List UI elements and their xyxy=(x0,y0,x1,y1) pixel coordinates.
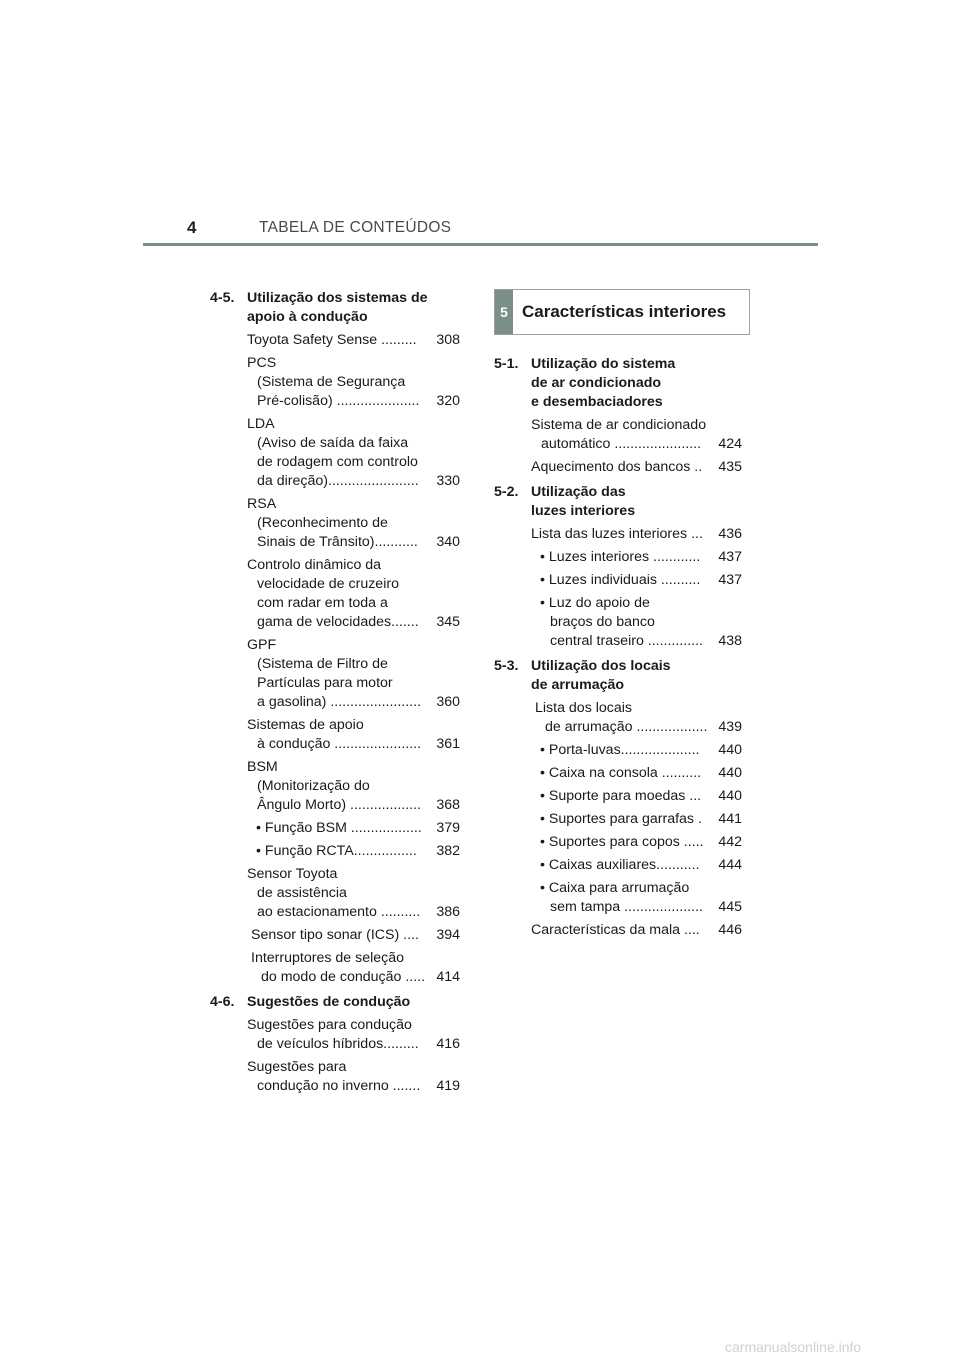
toc-entry-label: • Caixa na consola .......... xyxy=(540,765,702,781)
toc-entry[interactable] xyxy=(531,525,742,544)
watermark: carmanualsonline.info xyxy=(725,1339,862,1355)
toc-entry[interactable] xyxy=(247,636,460,712)
toc-entry[interactable] xyxy=(531,458,742,477)
toc-entry-label: Lista dos locais de arrumação .................. xyxy=(535,700,708,735)
toc-entry[interactable] xyxy=(256,819,460,838)
toc-entry-page: 435 xyxy=(718,459,742,475)
toc-entry-label: GPF (Sistema de Filtro de Partículas para motor a gasolina) ....................... xyxy=(247,637,422,710)
toc-entry-page: 360 xyxy=(436,694,460,710)
toc-entry[interactable] xyxy=(251,949,460,987)
section-heading xyxy=(210,289,460,327)
toc-entry-page: 445 xyxy=(718,899,742,915)
toc-entry-page: 440 xyxy=(718,788,742,804)
toc-entry-label: • Luzes interiores ............ xyxy=(540,549,701,565)
section-title: Utilização das luzes interiores xyxy=(531,484,636,519)
toc-entry[interactable] xyxy=(256,842,460,861)
toc-entry-label: Sistema de ar condicionado automático ...................... xyxy=(531,417,707,452)
toc-entry-label: Sistemas de apoio à condução ...................... xyxy=(247,717,422,752)
toc-left-column xyxy=(210,286,460,1096)
toc-entry[interactable] xyxy=(251,926,460,945)
toc-entry-label: • Luz do apoio de braços do banco central traseiro .............. xyxy=(540,595,703,649)
toc-entry[interactable] xyxy=(247,495,460,552)
section-number: 5-2. xyxy=(494,484,519,500)
toc-entry-label: • Caixa para arrumação sem tampa .................... xyxy=(540,880,703,915)
toc-entry[interactable] xyxy=(247,865,460,922)
toc-entry-page: 436 xyxy=(718,526,742,542)
toc-entry[interactable] xyxy=(540,833,742,852)
toc-entry[interactable] xyxy=(247,716,460,754)
toc-entry-page: 379 xyxy=(436,820,460,836)
toc-entry[interactable] xyxy=(540,571,742,590)
toc-entry-page: 437 xyxy=(718,549,742,565)
toc-entry-page: 386 xyxy=(436,904,460,920)
toc-entry-page: 424 xyxy=(718,436,742,452)
toc-entry-page: 340 xyxy=(436,534,460,550)
section-number: 5-1. xyxy=(494,356,519,372)
toc-entry-label: LDA (Aviso de saída da faixa de rodagem com controlo da direção)....................... xyxy=(247,416,419,489)
toc-entry-page: 308 xyxy=(436,332,460,348)
toc-entry-label: • Luzes individuais .......... xyxy=(540,572,701,588)
toc-entry[interactable] xyxy=(247,758,460,815)
toc-entry[interactable] xyxy=(540,787,742,806)
chapter-number-tab: 5 xyxy=(495,290,513,334)
toc-entry-label: Toyota Safety Sense ......... xyxy=(247,332,417,348)
toc-entry-page: 441 xyxy=(718,811,742,827)
toc-entry[interactable] xyxy=(535,699,742,737)
toc-entry-label: • Suportes para garrafas . xyxy=(540,811,702,827)
toc-entry-page: 437 xyxy=(718,572,742,588)
toc-entry-label: • Porta-luvas.................... xyxy=(540,742,700,758)
toc-entry-page: 444 xyxy=(718,857,742,873)
toc-entry[interactable] xyxy=(540,594,742,651)
section-title: Sugestões de condução xyxy=(247,994,411,1010)
section-title: Utilização dos sistemas de apoio à condução xyxy=(247,290,428,325)
section-title: Utilização do sistema de ar condicionado e desembaciadores xyxy=(531,356,676,410)
chapter-title: Características interiores xyxy=(522,302,727,321)
toc-entry-page: 394 xyxy=(436,927,460,943)
toc-entry[interactable] xyxy=(247,556,460,632)
toc-entry-page: 440 xyxy=(718,765,742,781)
toc-entry[interactable] xyxy=(531,416,742,454)
toc-entry[interactable] xyxy=(247,1016,460,1054)
toc-entry-label: BSM (Monitorização do Ângulo Morto) .................. xyxy=(247,759,422,813)
running-title: TABELA DE CONTEÚDOS xyxy=(259,219,452,236)
toc-entry-page: 368 xyxy=(436,797,460,813)
toc-entry-page: 382 xyxy=(436,843,460,859)
toc-entry[interactable] xyxy=(540,810,742,829)
toc-entry-page: 419 xyxy=(436,1078,460,1094)
toc-entry[interactable] xyxy=(540,856,742,875)
toc-entry-page: 439 xyxy=(718,719,742,735)
toc-entry-label: Sensor tipo sonar (ICS) .... xyxy=(251,927,419,943)
toc-entry-page: 330 xyxy=(436,473,460,489)
toc-entry-label: • Função BSM .................. xyxy=(256,820,422,836)
page-number: 4 xyxy=(187,218,197,237)
toc-entry-label: • Suporte para moedas ... xyxy=(540,788,702,804)
toc-entry-page: 446 xyxy=(718,922,742,938)
toc-entry-page: 442 xyxy=(718,834,742,850)
toc-right-column xyxy=(494,352,742,940)
toc-entry[interactable] xyxy=(247,415,460,491)
toc-entry[interactable] xyxy=(540,741,742,760)
toc-entry-label: • Caixas auxiliares........... xyxy=(540,857,700,873)
toc-entry-label: Sensor Toyota de assistência ao estacionamento .......... xyxy=(247,866,421,920)
toc-entry-label: Lista das luzes interiores ... xyxy=(531,526,703,542)
toc-entry-label: • Função RCTA................ xyxy=(256,843,417,859)
chapter-heading-box xyxy=(494,289,750,335)
toc-entry[interactable] xyxy=(531,921,742,940)
toc-entry-page: 345 xyxy=(436,614,460,630)
section-heading xyxy=(494,483,742,521)
toc-entry-page: 438 xyxy=(718,633,742,649)
section-heading xyxy=(494,355,742,412)
toc-entry[interactable] xyxy=(540,879,742,917)
toc-entry[interactable] xyxy=(540,548,742,567)
toc-entry-label: Sugestões para condução de veículos híbridos......... xyxy=(247,1017,419,1052)
section-title: Utilização dos locais de arrumação xyxy=(531,658,671,693)
toc-entry-label: • Suportes para copos ..... xyxy=(540,834,704,850)
toc-entry[interactable] xyxy=(247,331,460,350)
toc-entry-label: RSA (Reconhecimento de Sinais de Trânsito)........... xyxy=(247,496,418,550)
toc-entry[interactable] xyxy=(540,764,742,783)
section-heading xyxy=(494,657,742,695)
toc-entry[interactable] xyxy=(247,1058,460,1096)
section-number: 5-3. xyxy=(494,658,519,674)
toc-entry-label: Aquecimento dos bancos .. xyxy=(531,459,703,475)
header-rule xyxy=(143,243,818,246)
section-heading xyxy=(210,993,460,1012)
toc-entry-page: 416 xyxy=(436,1036,460,1052)
toc-entry-label: Características da mala .... xyxy=(531,922,700,938)
toc-entry-page: 414 xyxy=(436,969,460,985)
toc-entry-page: 320 xyxy=(436,393,460,409)
toc-entry-label: PCS (Sistema de Segurança Pré-colisão) ..................... xyxy=(247,355,420,409)
toc-entry-label: Sugestões para condução no inverno ....... xyxy=(247,1059,421,1094)
toc-entry-label: Interruptores de seleção do modo de condução ..... xyxy=(251,950,426,985)
toc-entry-label: Controlo dinâmico da velocidade de cruzeiro com radar em toda a gama de velocidades....... xyxy=(247,557,419,630)
section-number: 4-6. xyxy=(210,994,235,1010)
toc-entry[interactable] xyxy=(247,354,460,411)
section-number: 4-5. xyxy=(210,290,235,306)
toc-entry-page: 361 xyxy=(436,736,460,752)
toc-entry-page: 440 xyxy=(718,742,742,758)
